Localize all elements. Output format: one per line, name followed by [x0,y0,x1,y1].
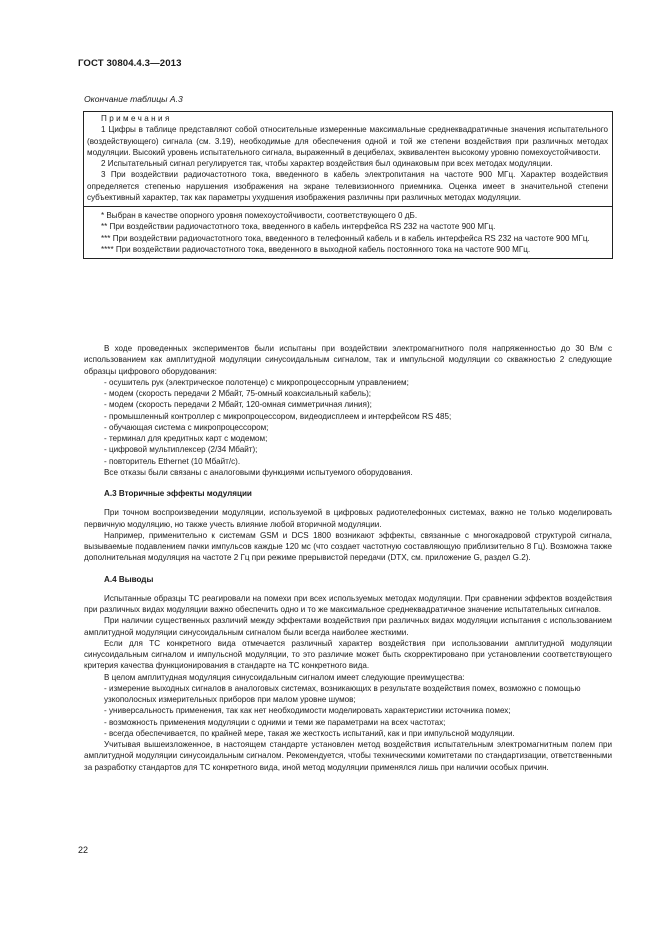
footnote: **** При воздействии радиочастотного тока, введенного в выходной кабель постоянного тока на частоте 900 МГц. [101,244,531,254]
equipment-item: - цифровой мультиплексер (2/34 Мбайт); [104,445,258,455]
a3-paragraph: Например, применительно к системам GSM и DCS 1800 возникают эффекты, связанные с многокадровой структурой сигнала, вызываемые подавлением пачки импульсов каждые 120 мс (что создает частотную составляющую приблизительно 8 Гц). Возможна также дополнительная модуляция на частоте 2 Гц при режиме прерывистой передачи (DTX, см. приложение G, раздел G.2). [84,530,612,563]
equipment-item: - осушитель рук (электрическое полотенце) с микропроцессорным управлением; [104,377,409,387]
body-text [84,343,612,773]
a3-paragraph: При точном воспроизведении модуляции, используемой в цифровых радиотелефонных системах, важно не только моделировать первичную модуляцию, но также учесть влияние любой вторичной модуляции. [84,508,612,529]
equipment-item: - модем (скорость передачи 2 Мбайт, 120-омная симметричная линия); [104,400,372,410]
advantage-item: - измерение выходных сигналов в аналоговых системах, возникающих в результате воздействия помех, возможно с помощью узкополосных измерительных приборов при малом уровне шумов; [104,683,581,704]
notes-table [83,111,613,259]
note-item: 3 При воздействии радиочастотного тока, введенного в кабель электропитания на частоте 900 МГц. Характер воздействия определяется степенью нарушения изображения на экране телевизионного приемника. Оценка имеет в значительной степени субъективный характер, так как параметры ухудшения изображения различны при различных методах модуляции. [87,170,608,202]
a4-paragraph: В целом амплитудная модуляция синусоидальным сигналом имеет следующие преимущества: [104,672,465,682]
footnote: * Выбран в качестве опорного уровня помехоустойчивости, соответствующего 0 дБ. [101,211,418,220]
equipment-item: - промышленный контроллер с микропроцессором, видеодисплеем и интерфейсом RS 485; [104,411,452,421]
note-item: 2 Испытательный сигнал регулируется так, чтобы характер воздействия был одинаковым при всех методах модуляции. [101,159,553,168]
notes-title: Примечания [101,114,172,123]
advantage-item: - всегда обеспечивается, по крайней мере, такая же жесткость испытаний, как и при импульсной модуляции. [104,728,515,738]
note-item: 1 Цифры в таблице представляют собой относительные измеренные максимальные среднеквадратичные значения испытательного (воздействующего) сигнала (см. 3.19), необходимые для обеспечения одной и той же степени воздействия при различных методах модуляции. Высокий уровень испытательного сигнала, выраженный в децибелах, эквивалентен высокому уровню помехоустойчивости. [87,125,608,157]
advantage-item: - возможность применения модуляции с одними и теми же параметрами на всех частотах; [104,717,446,727]
footnote: ** При воздействии радиочастотного тока, введенного в кабель интерфейса RS 232 на частоте 900 МГц. [101,222,496,232]
intro-paragraph: В ходе проведенных экспериментов были испытаны при воздействии электромагнитного поля напряженностью до 30 В/м с использованием как амплитудной модуляции синусоидальным сигналом, так и импульсной модуляции со скважностью 2 следующие образцы цифрового оборудования: [84,344,612,376]
section-heading-a4: А.4 Выводы [104,574,154,584]
a4-paragraph: Если для ТС конкретного вида отмечается различный характер воздействия при использовании амплитудной модуляции синусоидальным сигналом и импульсной модуляции, то это различие может быть скорректировано при установлении соответствующего критерия качества функционирования в стандарте на ТС конкретного вида. [84,638,612,671]
equipment-item: - модем (скорость передачи 2 Мбайт, 75-омный коаксиальный кабель); [104,389,372,398]
advantage-item: - универсальность применения, так как нет необходимости моделировать характеристики источника помех; [104,706,511,716]
document-header: ГОСТ 30804.4.3—2013 [78,58,182,69]
table-caption: Окончание таблицы А.3 [84,94,183,104]
a4-paragraph: Испытанные образцы ТС реагировали на помехи при всех используемых методах модуляции. При сравнении эффектов воздействия при различных видах модуляции важно обеспечить одно и то же максимальное среднеквадратичное значение испытательных сигналов. [84,593,612,614]
section-heading-a3: А.3 Вторичные эффекты модуляции [104,489,252,498]
footnote: *** При воздействии радиочастотного тока, введенного в телефонный кабель и в кабель интерфейса RS 232 на частоте 900 МГц. [101,233,590,243]
conclusion-paragraph: Все отказы были связаны с аналоговыми функциями испытуемого оборудования. [104,467,413,477]
notes-section [84,112,612,206]
equipment-item: - повторитель Ethernet (10 Мбайт/с). [104,456,241,466]
equipment-item: - терминал для кредитных карт с модемом; [104,434,268,443]
page-number: 22 [78,845,89,855]
equipment-item: - обучающая система с микропроцессором; [104,422,269,432]
a4-paragraph: При наличии существенных различий между эффектами воздействия при различных видах модуляции испытания с использованием амплитудной модуляции синусоидальным сигналом были всегда наиболее жесткими. [84,616,612,637]
footnotes-section [84,206,612,258]
final-paragraph: Учитывая вышеизложенное, в настоящем стандарте установлен метод воздействия испытательным электромагнитным полем при амплитудной модуляции синусоидальным сигналом. Рекомендуется, чтобы техническими комитетами по стандартизации, ответственными за разработку стандартов для ТС конкретного вида, иной метод модуляции применялся лишь при наличии особых причин. [84,740,612,772]
